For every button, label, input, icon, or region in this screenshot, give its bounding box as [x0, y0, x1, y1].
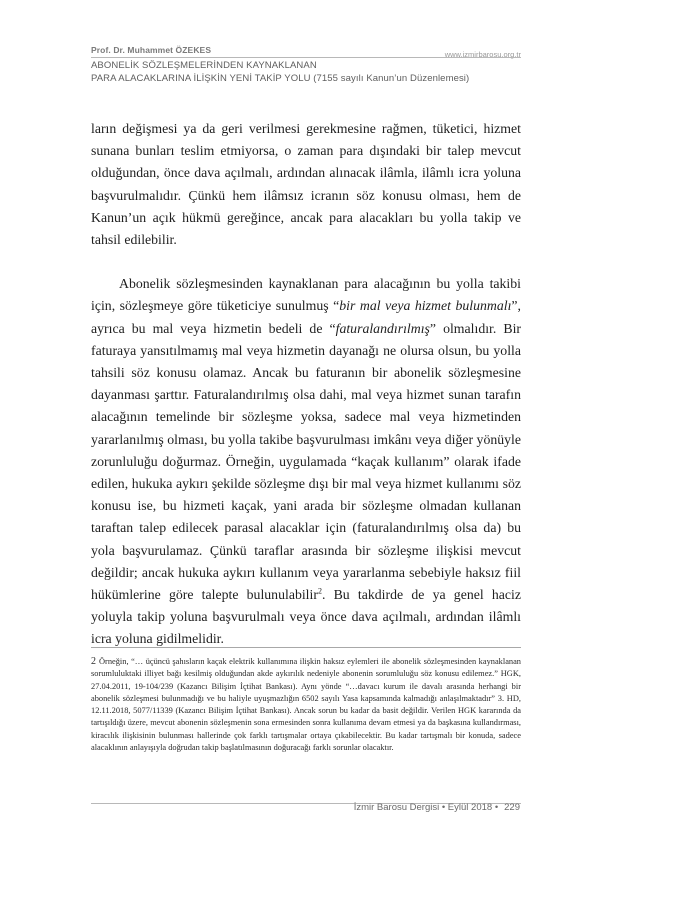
article-title-line2: PARA ALACAKLARINA İLİŞKİN YENİ TAKİP YOLU (7155 sayılı Kanun’un Düzenlemesi): [91, 72, 470, 84]
journal-name: İzmir Barosu Dergisi • Eylül 2018 •: [353, 802, 499, 813]
article-title-line1: ABONELİK SÖZLEŞMELERİNDEN KAYNAKLANAN: [91, 60, 317, 71]
article-title: [91, 60, 531, 85]
footnote-divider: [91, 647, 521, 648]
footnote-2: [91, 656, 521, 754]
website-url[interactable]: www.izmirbarosu.org.tr: [444, 50, 521, 59]
paragraph-2-part-b: ”, ayrıca bu mal veya hizmetin bedeli de “: [91, 298, 521, 336]
footnote-text: Örneğin, “… üçüncü şahısların kaçak elektrik kullanımına ilişkin haksız eylemleri ile abonelik sözleşmesinden kaynaklanan sorumluluktaki illiyet bağı kesilmiş olduğundan akde aykırılık nedeniyle abonenin sorumluluğu söz konusu edilemez.” HGK, 27.04.2011, 19-104/239 (Kazancı Bilişim İçtihat Bankası). Aynı yönde “…davacı kurum ile davalı arasında herhangi bir abonelik sözleşmesi bulunmadığı ve bu haliyle uyuşmazlığın 6502 sayılı Yasa kapsamında kalmadığı anlaşılmaktadır” 3. HD, 12.11.2018, 5077/11339 (Kazancı Bilişim İçtihat Bankası). Ancak sorun bu kadar da basit değildir. Verilen HGK kararında da tartışıldığı üzere, mevcut abonenin sözleşmenin sona ermesinden sonra kullanıma devam etmesi ya da başkasına kullandırması, kiracılık ilişkisinin bulunması hallerinde çok farklı tartışmalar ortaya çıkabilecektir. Bu kadar tartışmalı bir konuda, sadece alacaklının anlayışıyla doğrudan takip başlatılmasının doğuracağı farklı sorunlar olacaktır.: [91, 657, 521, 753]
footnote-number: 2: [91, 656, 96, 667]
paragraph-1: ların değişmesi ya da geri verilmesi gerekmesine rağmen, tüketici, hizmet sunana bunları teslim etmiyorsa, o zaman para dışındaki bir talep mevcut olduğundan, önce dava açılmalı, ardından alınacak ilâmla, ilâmlı icra yoluna başvurulmalıdır. Çünkü hem ilâmsız icranın söz konusu olması, hem de Kanun’un açık hükmü gereğince, ancak para alacakları bu yolla takip ve tahsil edilebilir.: [91, 121, 521, 248]
paragraph-2-part-d: . Bu takdirde de ya genel haciz yoluyla takip yoluna başvurulmalı veya önce dava açılmalı, ardından ilâmlı icra yoluna gidilmelidir.: [91, 587, 521, 647]
paragraph-2: [91, 273, 521, 650]
emphasis-mal-hizmet: bir mal veya hizmet bulunmalı: [339, 298, 512, 314]
paragraph-2-part-c: ” olmalıdır. Bir faturaya yansıtılmamış mal veya hizmetin dayanağı ne olursa olsun, bu yolla tahsili söz konusu olamaz. Ancak bu faturanın bir abonelik sözleşmesine dayanması şarttır. Faturalandırılmış olsa dahi, mal veya hizmet sunan tarafın alacağının temelinde bir sözleşme yoksa, sadece mal veya hizmetinden yararlanılmış olması, bu yolla takibe başvurulması imkânı veya diğer yönüyle zorunluluğu doğurmaz. Örneğin, uygulamada “kaçak kullanım” olarak ifade edilen, hukuka aykırı şekilde sözleşme dışı bir mal veya hizmet kullanımı söz konusu ise, bu hizmeti kaçak, yani arada bir sözleşme olmadan kullanan taraftan talep edilecek parasal alacaklar için (faturalandırılmış olsa da) bu yola başvurulamaz. Çünkü taraflar arasında bir sözleşme ilişkisi mevcut değildir; ancak hukuka aykırı kullanım veya yararlanma sebebiyle haksız fiil hükümlerine göre talepte bulunulabilir: [91, 320, 521, 603]
emphasis-faturalandirilmis: faturalandırılmış: [335, 320, 430, 336]
paragraph-2-part-a: Abonelik sözleşmesinden kaynaklanan para alacağının bu yolla takibi için, sözleşmeye göre tüketiciye sunulmuş “: [91, 276, 521, 314]
page-number: 229: [504, 802, 520, 813]
page-footer: [354, 802, 520, 813]
body-text: [91, 118, 521, 651]
footnote-ref-2[interactable]: 2: [317, 586, 322, 596]
author-name: Prof. Dr. Muhammet ÖZEKES: [91, 45, 212, 55]
header-divider: [91, 57, 521, 58]
